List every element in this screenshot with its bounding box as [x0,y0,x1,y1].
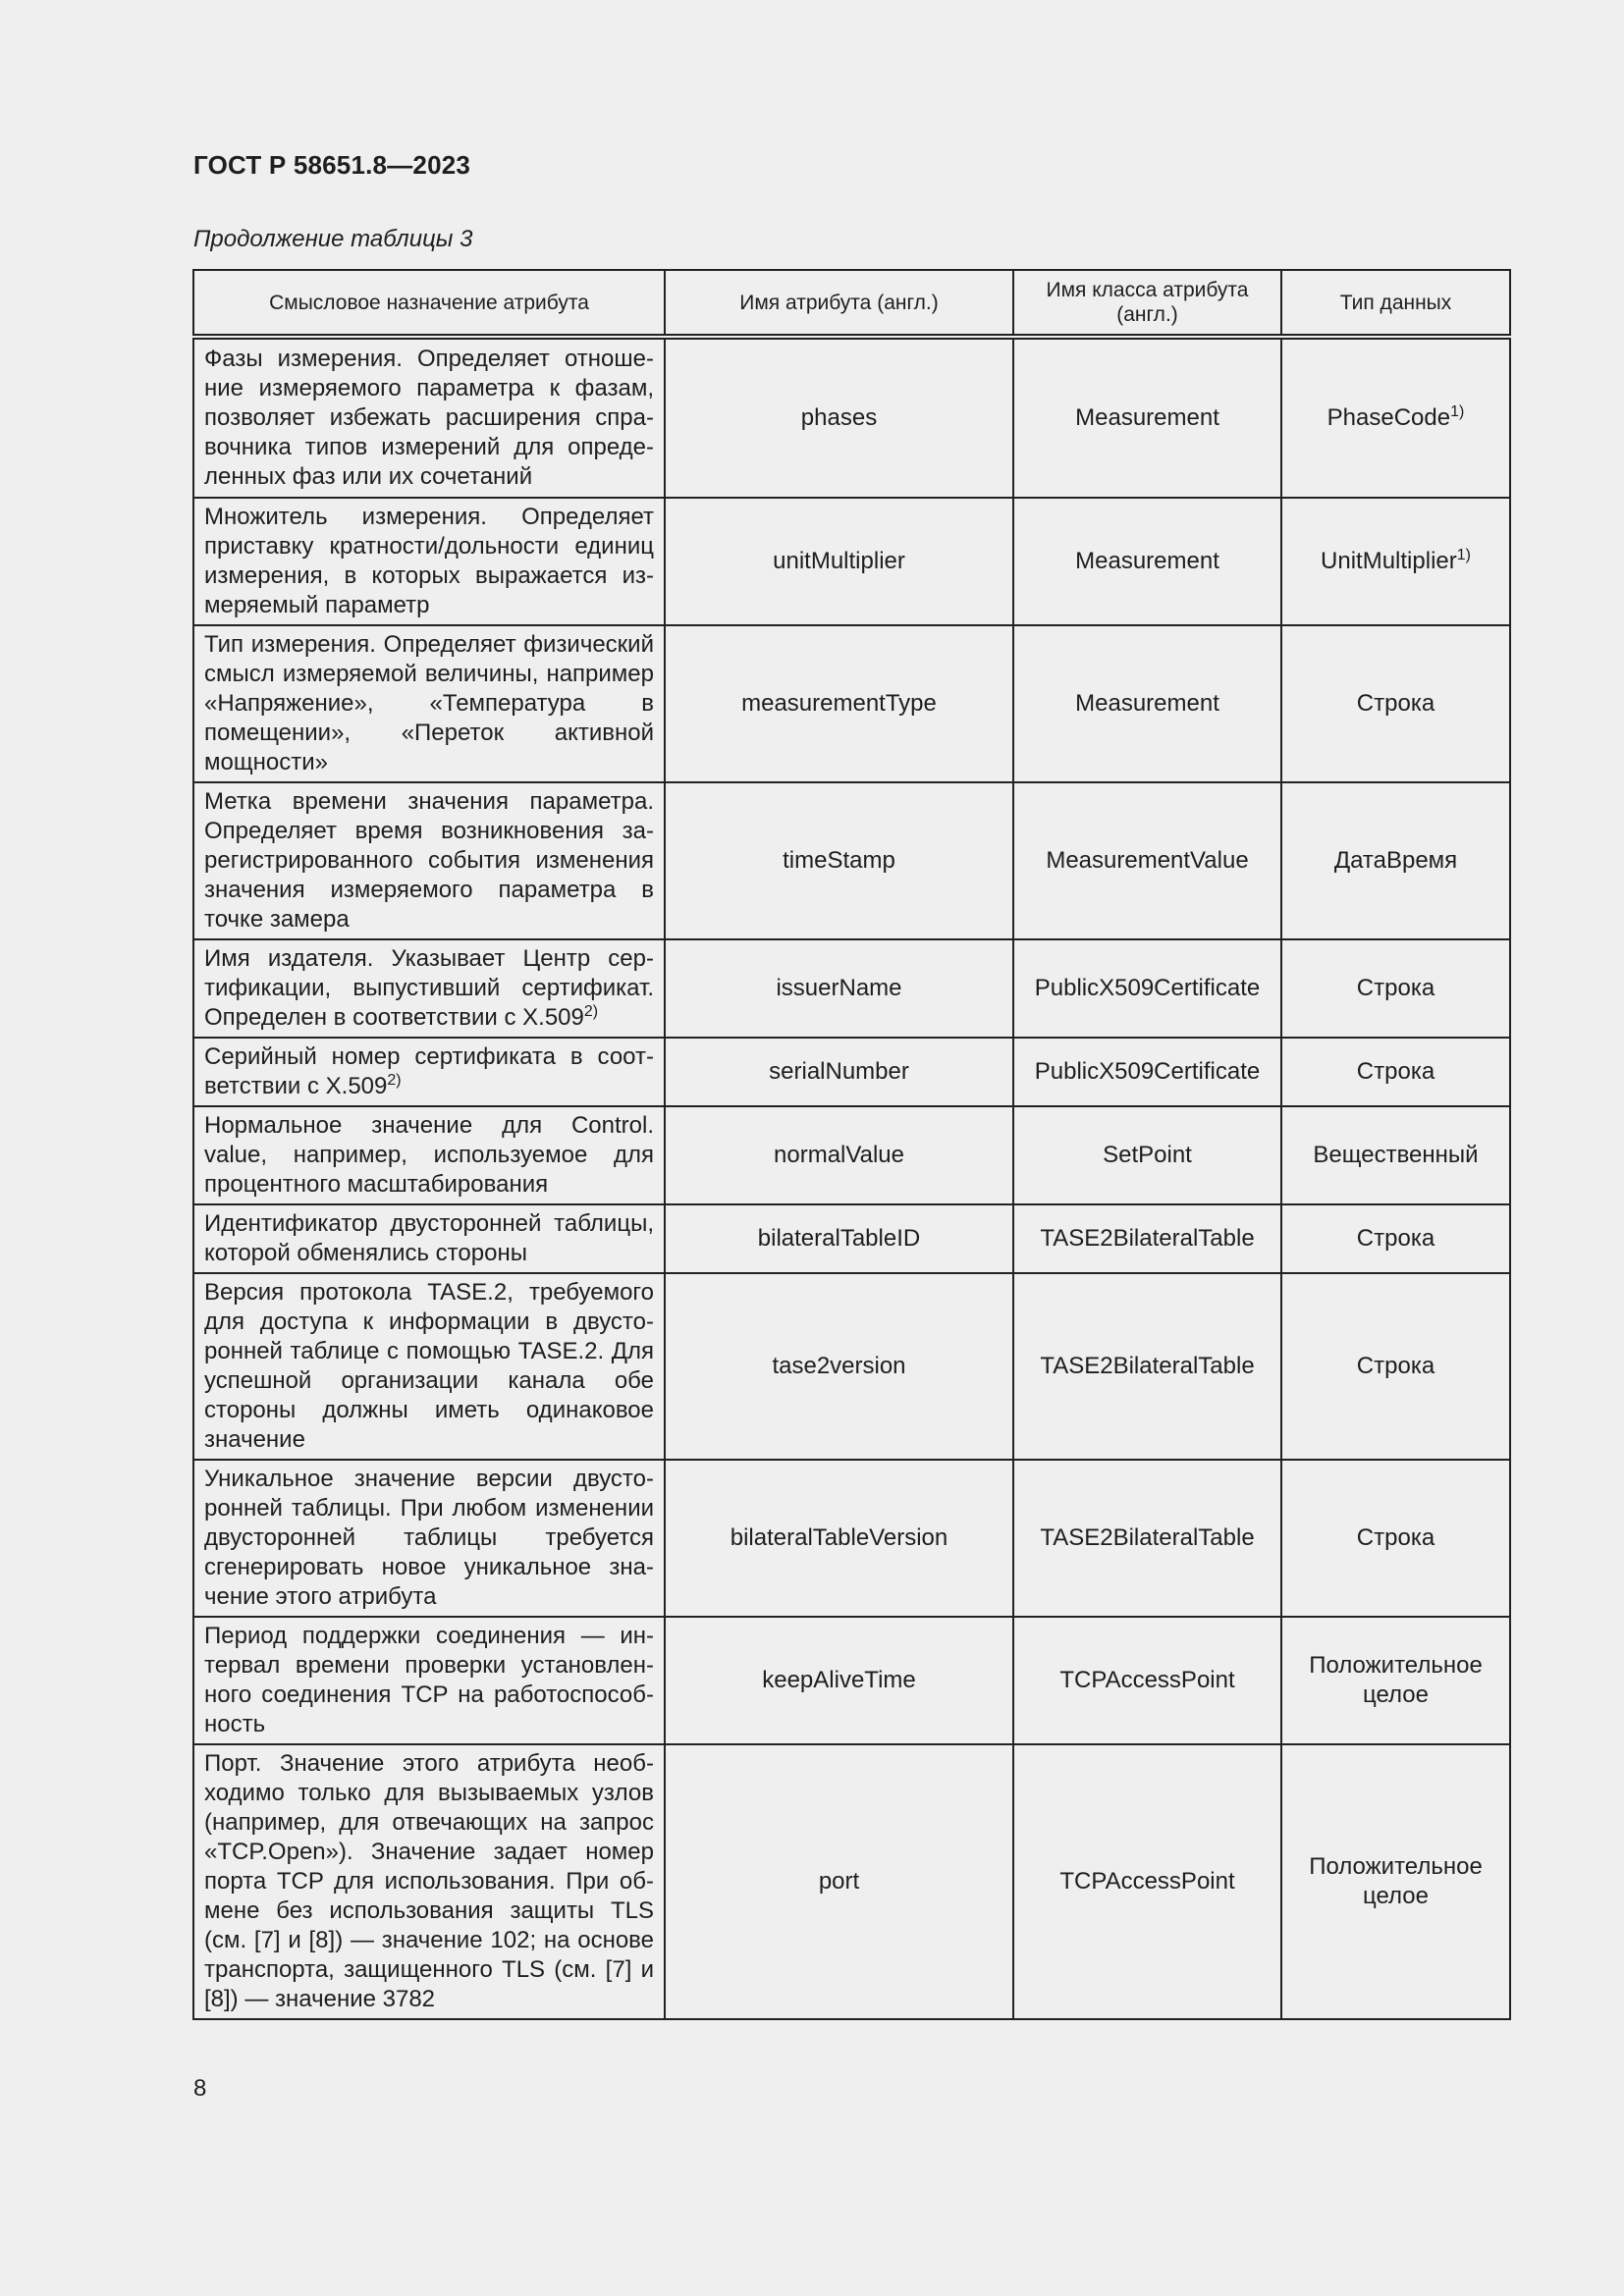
table-row [193,498,1510,625]
table-caption: Продолжение таблицы 3 [193,226,473,252]
cell-data-type: Строка [1281,1038,1510,1106]
footnote-marker: 2) [583,1003,599,1020]
cell-class-name: PublicX509Certificate [1013,939,1281,1038]
cell-data-type: Строка [1281,1460,1510,1617]
table-row [193,1106,1510,1204]
attributes-table [192,269,1511,2020]
cell-attr-name: serialNumber [665,1038,1013,1106]
cell-class-name: Measurement [1013,625,1281,782]
cell-data-type: Вещественный [1281,1106,1510,1204]
cell-description: Версия протокола TASE.2, требуемого для доступа к информации в двусторонней таблице с помощью TASE.2. Для успешной организации канала обе стороны должны иметь одинаковое значение [193,1273,665,1460]
cell-class-name: TASE2BilateralTable [1013,1204,1281,1273]
table-row [193,1273,1510,1460]
cell-data-type [1281,498,1510,625]
footnote-marker: 1) [1456,547,1471,563]
cell-class-name: MeasurementValue [1013,782,1281,939]
column-header-class-name: Имя класса атрибута (англ.) [1013,270,1281,337]
cell-attr-name: bilateralTableID [665,1204,1013,1273]
cell-data-type [1281,337,1510,498]
table-row [193,1744,1510,2019]
cell-attr-name: timeStamp [665,782,1013,939]
cell-data-type: Строка [1281,939,1510,1038]
cell-attr-name: keepAliveTime [665,1617,1013,1744]
cell-data-type: ДатаВремя [1281,782,1510,939]
cell-description: Уникальное значение версии двусторонней таблицы. При любом изменении двусторонней таблицы требуется сгенерировать новое уникальное значение этого атрибута [193,1460,665,1617]
page-number: 8 [193,2075,207,2102]
cell-description: Метка времени значения параметра. Определяет время возникновения зарегистрированного события изменения значения измеряемого параметра в точке замера [193,782,665,939]
column-header-data-type: Тип данных [1281,270,1510,337]
footnote-marker: 1) [1450,403,1465,420]
cell-data-type: Положительное целое [1281,1744,1510,2019]
description-text: Имя издателя. Указывает Центр сертификации, выпустивший сертификат. Определен в соответствии с X.509 [204,945,654,1031]
cell-class-name: TCPAccessPoint [1013,1744,1281,2019]
table-row [193,1204,1510,1273]
cell-data-type: Строка [1281,625,1510,782]
cell-class-name: TCPAccessPoint [1013,1617,1281,1744]
table-header-row [193,270,1510,337]
cell-description: Идентификатор двусторонней таблицы, которой обменялись стороны [193,1204,665,1273]
table-row [193,1038,1510,1106]
table-row [193,782,1510,939]
cell-data-type: Положительное целое [1281,1617,1510,1744]
table-row [193,337,1510,498]
cell-attr-name: issuerName [665,939,1013,1038]
cell-description: Период поддержки соединения — интервал времени проверки установленного соединения TCP на работоспособность [193,1617,665,1744]
table-row [193,625,1510,782]
cell-description: Нормальное значение для Control. value, например, используемое для процентного масштабирования [193,1106,665,1204]
cell-class-name: TASE2BilateralTable [1013,1273,1281,1460]
cell-class-name: PublicX509Certificate [1013,1038,1281,1106]
cell-data-type: Строка [1281,1273,1510,1460]
cell-attr-name: phases [665,337,1013,498]
description-text: Серийный номер сертификата в соответствии с X.509 [204,1043,654,1099]
table-row [193,939,1510,1038]
cell-attr-name: normalValue [665,1106,1013,1204]
column-header-attr-name: Имя атрибута (англ.) [665,270,1013,337]
cell-attr-name: unitMultiplier [665,498,1013,625]
cell-attr-name: bilateralTableVersion [665,1460,1013,1617]
cell-description [193,939,665,1038]
data-type-text: PhaseCode [1326,404,1451,431]
table-row [193,1460,1510,1617]
cell-attr-name: tase2version [665,1273,1013,1460]
cell-data-type: Строка [1281,1204,1510,1273]
table-row [193,1617,1510,1744]
cell-description [193,1038,665,1106]
cell-description: Фазы измерения. Определяет отношение измеряемого параметра к фазам, позволяет избежать расширения справочника типов измерений для определенных фаз или их сочетаний [193,337,665,498]
cell-description: Тип измерения. Определяет физический смысл измеряемой величины, например «Напряжение», «Температура в помещении», «Переток активной мощности» [193,625,665,782]
cell-description: Порт. Значение этого атрибута необходимо только для вызываемых узлов (например, для отвечающих на запрос «TCP.Open»). Значение задает номер порта TCP для использования. При обмене без использования защиты TLS (см. [7] и [8]) — значение 102; на основе транспорта, защищенного TLS (см. [7] и [8]) — значение 3782 [193,1744,665,2019]
document-code: ГОСТ Р 58651.8—2023 [193,150,471,180]
cell-class-name: Measurement [1013,337,1281,498]
cell-attr-name: port [665,1744,1013,2019]
data-type-text: UnitMultiplier [1321,548,1457,574]
cell-class-name: SetPoint [1013,1106,1281,1204]
cell-class-name: Measurement [1013,498,1281,625]
cell-attr-name: measurementType [665,625,1013,782]
footnote-marker: 2) [387,1072,402,1089]
column-header-purpose: Смысловое назначение атрибута [193,270,665,337]
cell-class-name: TASE2BilateralTable [1013,1460,1281,1617]
cell-description: Множитель измерения. Определяет приставку кратности/дольности единиц измерения, в которых выражается измеряемый параметр [193,498,665,625]
